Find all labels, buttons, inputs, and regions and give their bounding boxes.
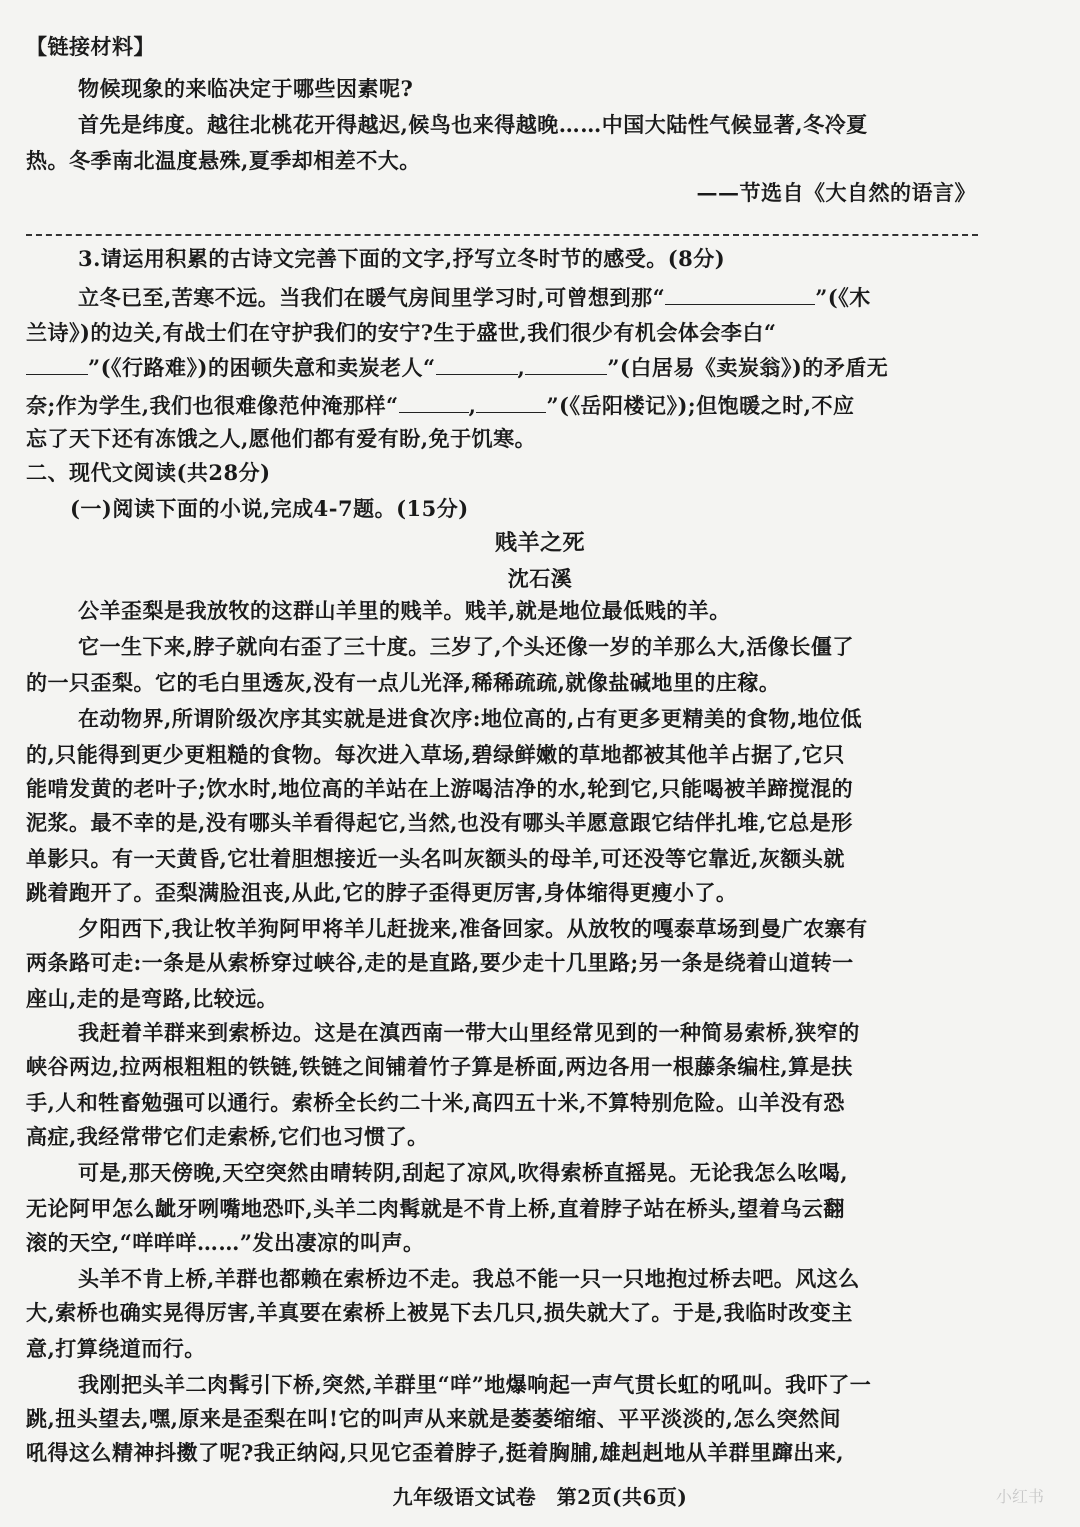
story-line: 夕阳西下,我让牧羊狗阿甲将羊儿赶拢来,准备回家。从放牧的嘎泰草场到曼广农寨有 xyxy=(78,916,868,941)
story-line: 意,打算绕道而行。 xyxy=(26,1336,206,1361)
fill-blank[interactable] xyxy=(665,282,815,305)
q3-text: ”(《木 xyxy=(815,285,871,310)
fill-blank[interactable] xyxy=(399,390,469,413)
story-line: 它一生下来,脖子就向右歪了三十度。三岁了,个头还像一岁的羊那么大,活像长僵了 xyxy=(78,634,854,659)
question-3-line-5 xyxy=(26,390,1056,421)
question-3-line-6: 忘了天下还有冻饿之人,愿他们都有爱有盼,免于饥寒。 xyxy=(26,426,537,451)
story-line: 我刚把头羊二肉髯引下桥,突然,羊群里“咩”地爆响起一声气贯长虹的吼叫。我吓了一 xyxy=(78,1372,872,1397)
story-line: 无论阿甲怎么龇牙咧嘴地恐吓,头羊二肉髯就是不肯上桥,直着脖子站在桥头,望着乌云翻 xyxy=(26,1196,845,1221)
story-author: 沈石溪 xyxy=(507,566,573,591)
story-line: 滚的天空,“咩咩咩……”发出凄凉的叫声。 xyxy=(26,1230,425,1255)
link-line-1: 物候现象的来临决定于哪些因素呢? xyxy=(78,76,414,101)
question-3-line-3: 兰诗》)的边关,有战士们在守护我们的安宁?生于盛世,我们很少有机会体会李白“ xyxy=(26,320,777,345)
story-line: 我赶着羊群来到索桥边。这是在滇西南一带大山里经常见到的一种简易索桥,狭窄的 xyxy=(78,1020,860,1045)
link-material-header: 【链接材料】 xyxy=(26,34,155,59)
question-3-line-4 xyxy=(26,352,1056,383)
story-line: 头羊不肯上桥,羊群也都赖在索桥边不走。我总不能一只一只地抱过桥去吧。风这么 xyxy=(78,1266,860,1291)
q3-text: 立冬已至,苦寒不远。当我们在暖气房间里学习时,可曾想到那“ xyxy=(78,285,666,310)
story-line: 单影只。有一天黄昏,它壮着胆想接近一头名叫灰额头的母羊,可还没等它靠近,灰额头就 xyxy=(26,846,845,871)
q3-text: , xyxy=(468,393,477,418)
story-line: 在动物界,所谓阶级次序其实就是进食次序:地位高的,占有更多更精美的食物,地位低 xyxy=(78,706,863,731)
story-line: 高症,我经常带它们走索桥,它们也习惯了。 xyxy=(26,1124,429,1149)
q3-text: ”(《岳阳楼记》);但饱暖之时,不应 xyxy=(546,393,855,418)
story-line: 的一只歪梨。它的毛白里透灰,没有一点儿光泽,稀稀疏疏,就像盐碱地里的庄稼。 xyxy=(26,670,781,695)
story-line: 吼得这么精神抖擞了呢?我正纳闷,只见它歪着脖子,挺着胸脯,雄赳赳地从羊群里蹿出来, xyxy=(26,1440,845,1465)
fill-blank[interactable] xyxy=(26,352,88,375)
story-line: 座山,走的是弯路,比较远。 xyxy=(26,986,279,1011)
story-line: 泥浆。最不幸的是,没有哪头羊看得起它,当然,也没有哪头羊愿意跟它结伴扎堆,它总是形 xyxy=(26,810,853,835)
story-line: 公羊歪梨是我放牧的这群山羊里的贱羊。贱羊,就是地位最低贱的羊。 xyxy=(78,598,731,623)
story-line: 大,索桥也确实晃得厉害,羊真要在索桥上被晃下去几只,损失就大了。于是,我临时改变主 xyxy=(26,1300,853,1325)
question-3-line-2 xyxy=(78,282,1056,313)
link-line-2: 首先是纬度。越往北桃花开得越迟,候鸟也来得越晚……中国大陆性气候显著,冬冷夏 xyxy=(78,112,868,137)
q3-text: , xyxy=(517,355,526,380)
story-line: 能啃发黄的老叶子;饮水时,地位高的羊站在上游喝洁净的水,轮到它,只能喝被羊蹄搅混的 xyxy=(26,776,854,801)
story-title: 贱羊之死 xyxy=(494,530,585,556)
link-source: ——节选自《大自然的语言》 xyxy=(696,180,976,205)
fill-blank[interactable] xyxy=(476,390,546,413)
section-divider xyxy=(26,234,978,236)
story-line: 峡谷两边,拉两根粗粗的铁链,铁链之间铺着竹子算是桥面,两边各用一根藤条编柱,算是扶 xyxy=(26,1054,853,1079)
fill-blank[interactable] xyxy=(525,352,607,375)
story-line: 两条路可走:一条是从索桥穿过峡谷,走的是直路,要少走十几里路;另一条是绕着山道转一 xyxy=(26,950,854,975)
link-line-3: 热。冬季南北温度悬殊,夏季却相差不大。 xyxy=(26,148,421,173)
story-line: 手,人和牲畜勉强可以通行。索桥全长约二十米,高四五十米,不算特别危险。山羊没有恐 xyxy=(26,1090,845,1115)
story-line: 的,只能得到更少更粗糙的食物。每次进入草场,碧绿鲜嫩的草地都被其他羊占据了,它只 xyxy=(26,742,845,767)
watermark: 小红书 xyxy=(995,1487,1044,1506)
q3-text: 奈;作为学生,我们也很难像范仲淹那样“ xyxy=(26,393,399,418)
section-2-instruction: (一)阅读下面的小说,完成4-7题。(15分) xyxy=(70,496,469,521)
story-line: 跳着跑开了。歪梨满脸沮丧,从此,它的脖子歪得更厉害,身体缩得更瘦小了。 xyxy=(26,880,738,905)
q3-text: ”(《行路难》)的困顿失意和卖炭老人“ xyxy=(88,355,436,380)
q3-text: ”(白居易《卖炭翁》)的矛盾无 xyxy=(607,355,889,380)
question-3-prompt: 3.请运用积累的古诗文完善下面的文字,抒写立冬时节的感受。(8分) xyxy=(78,246,726,271)
section-2-heading: 二、现代文阅读(共28分) xyxy=(26,460,271,485)
fill-blank[interactable] xyxy=(436,352,518,375)
story-line: 跳,扭头望去,嘿,原来是歪梨在叫!它的叫声从来就是萎萎缩缩、平平淡淡的,怎么突然间 xyxy=(26,1406,841,1431)
page-footer: 九年级语文试卷 第2页(共6页) xyxy=(392,1485,688,1509)
story-line: 可是,那天傍晚,天空突然由晴转阴,刮起了凉风,吹得索桥直摇晃。无论我怎么吆喝, xyxy=(78,1160,849,1185)
